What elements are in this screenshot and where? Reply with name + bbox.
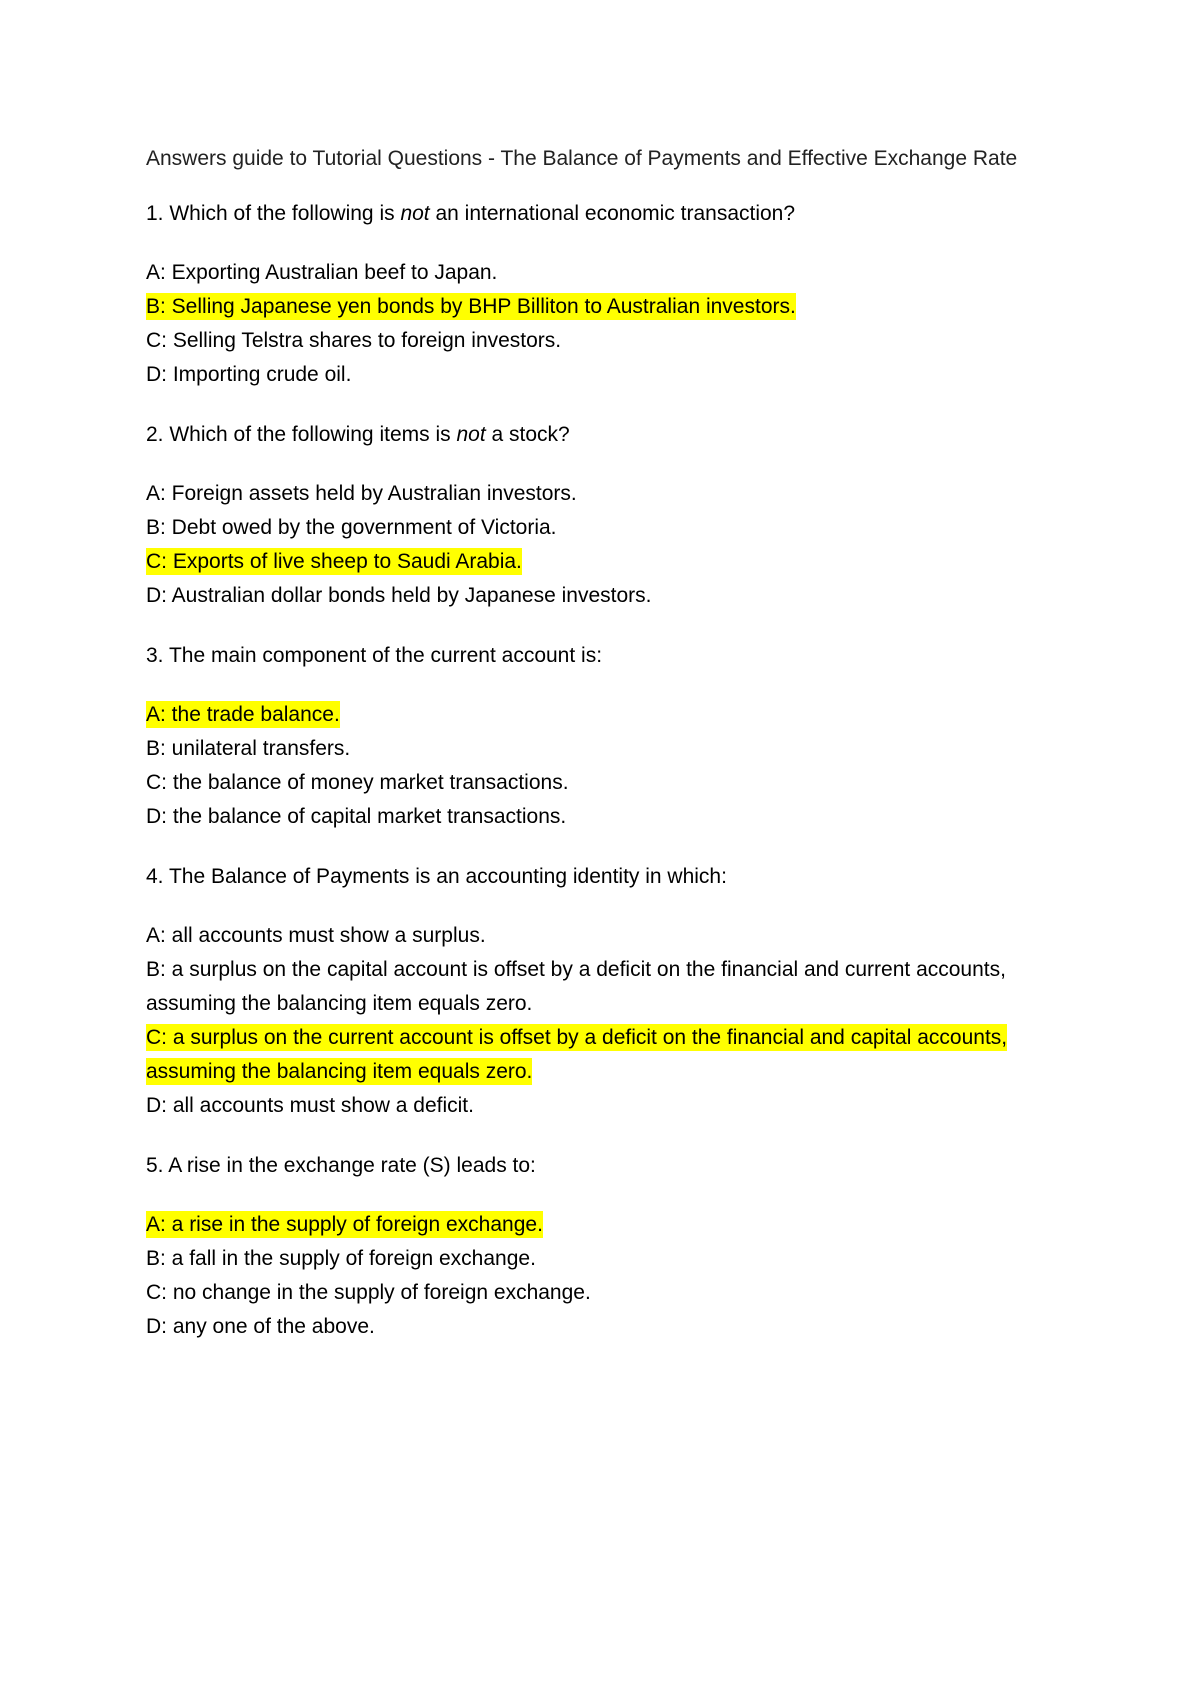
answer-option: [146, 511, 1076, 545]
question-suffix: an international economic transaction?: [429, 202, 796, 225]
answer-option-text: D: the balance of capital market transactions.: [146, 805, 567, 828]
correct-answer-option: [146, 1021, 1076, 1089]
question-prefix: 3. The main component of the current account is:: [146, 644, 603, 667]
answer-option-text: B: a surplus on the capital account is offset by a deficit on the financial and current accounts, assuming the balancing item equals zero.: [146, 958, 1006, 1015]
answer-option-text: C: the balance of money market transactions.: [146, 771, 569, 794]
document-title: Answers guide to Tutorial Questions - The Balance of Payments and Effective Exchange Rate: [146, 147, 1018, 170]
question-list: [146, 197, 1076, 1344]
question-block-4: [146, 860, 1076, 1123]
answer-options: [146, 477, 1076, 613]
answer-option-text: D: Australian dollar bonds held by Japanese investors.: [146, 584, 652, 607]
answer-option-text: A: Foreign assets held by Australian investors.: [146, 482, 577, 505]
answer-option-text: C: Exports of live sheep to Saudi Arabia.: [146, 550, 522, 573]
question-prefix: 2. Which of the following items is: [146, 423, 457, 446]
question-block-5: [146, 1149, 1076, 1344]
answer-options: [146, 256, 1076, 392]
answer-option-text: C: a surplus on the current account is offset by a deficit on the financial and capital accounts, assuming the balancing item equals zero.: [146, 1026, 1008, 1083]
answer-option: [146, 579, 1076, 613]
correct-answer-option: [146, 545, 1076, 579]
document-page: [146, 145, 1076, 1370]
question-text: [146, 639, 1076, 673]
answer-option-text: D: all accounts must show a deficit.: [146, 1094, 474, 1117]
question-text: [146, 860, 1076, 894]
question-emphasis: not: [456, 423, 486, 446]
question-prefix: 4. The Balance of Payments is an accounting identity in which:: [146, 865, 727, 888]
answer-options: [146, 1208, 1076, 1344]
answer-option-text: C: Selling Telstra shares to foreign investors.: [146, 329, 562, 352]
answer-option-text: B: Debt owed by the government of Victoria.: [146, 516, 557, 539]
answer-option: [146, 800, 1076, 834]
answer-option-text: D: Importing crude oil.: [146, 363, 352, 386]
answer-option: [146, 477, 1076, 511]
answer-option-text: B: a fall in the supply of foreign exchange.: [146, 1247, 536, 1270]
answer-option-text: B: Selling Japanese yen bonds by BHP Billiton to Australian investors.: [146, 295, 796, 318]
answer-option: [146, 1276, 1076, 1310]
question-text: [146, 1149, 1076, 1183]
answer-option: [146, 1310, 1076, 1344]
question-suffix: a stock?: [485, 423, 570, 446]
answer-option: [146, 919, 1076, 953]
answer-option: [146, 732, 1076, 766]
answer-option: [146, 1089, 1076, 1123]
answer-option: [146, 358, 1076, 392]
answer-options: [146, 698, 1076, 834]
question-block-1: [146, 197, 1076, 392]
answer-option: [146, 953, 1076, 1021]
question-block-2: [146, 418, 1076, 613]
answer-option: [146, 766, 1076, 800]
answer-option-text: A: Exporting Australian beef to Japan.: [146, 261, 498, 284]
answer-option-text: A: all accounts must show a surplus.: [146, 924, 486, 947]
correct-answer-option: [146, 1208, 1076, 1242]
question-emphasis: not: [400, 202, 430, 225]
correct-answer-option: [146, 698, 1076, 732]
answer-option: [146, 1242, 1076, 1276]
question-text: [146, 418, 1076, 452]
question-block-3: [146, 639, 1076, 834]
answer-option-text: A: the trade balance.: [146, 703, 340, 726]
answer-option-text: A: a rise in the supply of foreign exchange.: [146, 1213, 543, 1236]
answer-option-text: B: unilateral transfers.: [146, 737, 351, 760]
question-text: [146, 197, 1076, 231]
correct-answer-option: [146, 290, 1076, 324]
answer-option: [146, 256, 1076, 290]
question-prefix: 5. A rise in the exchange rate (S) leads to:: [146, 1154, 536, 1177]
answer-option-text: C: no change in the supply of foreign exchange.: [146, 1281, 591, 1304]
answer-option-text: D: any one of the above.: [146, 1315, 375, 1338]
question-prefix: 1. Which of the following is: [146, 202, 401, 225]
answer-options: [146, 919, 1076, 1123]
answer-option: [146, 324, 1076, 358]
